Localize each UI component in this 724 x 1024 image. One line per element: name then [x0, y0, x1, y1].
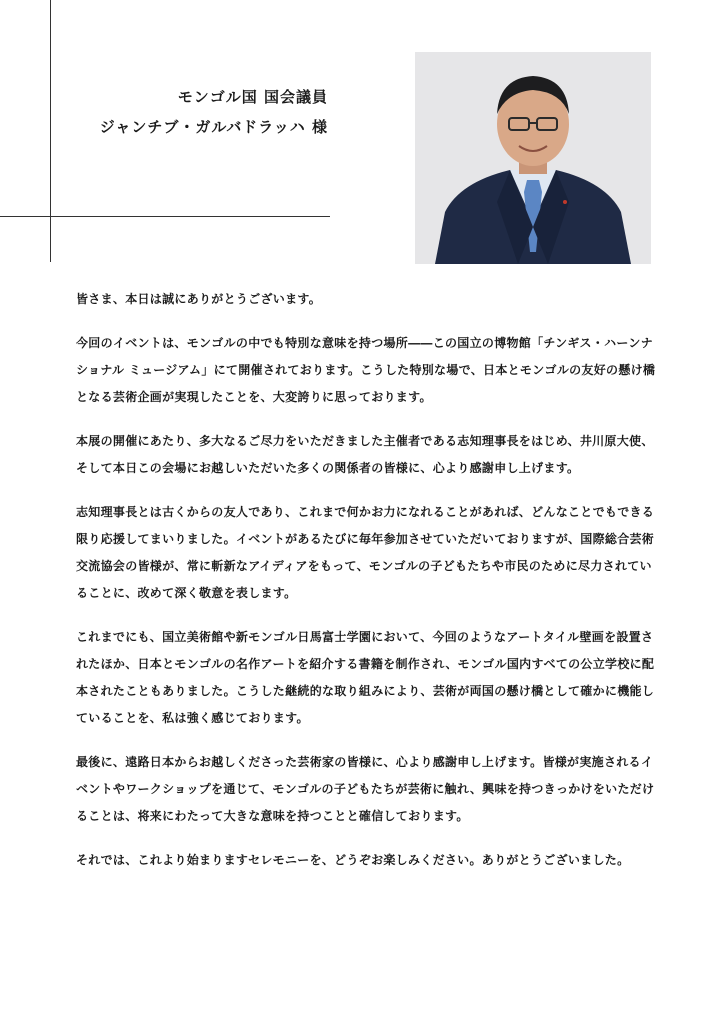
speech-paragraph: それでは、これより始まりますセレモニーを、どうぞお楽しみください。ありがとうございました。 — [76, 853, 630, 867]
speech-paragraph: 志知理事長とは古くからの友人であり、これまで何かお力になれることがあれば、どんなことでもできる限り応援してまいりました。イベントがあるたびに毎年参加させていただいておりますが、国際総合芸術交流協会の皆様が、常に斬新なアイディアをもって、モンゴルの子どもたちや市民のために尽力されていることに、改めて深く敬意を表します。 — [76, 505, 655, 600]
speaker-title-block — [100, 82, 328, 142]
speaker-name: ジャンチブ・ガルバドラッハ 様 — [99, 118, 328, 136]
speech-body — [76, 286, 656, 891]
speech-paragraph: 皆さま、本日は誠にありがとうございます。 — [76, 292, 322, 306]
portrait-illustration — [415, 52, 651, 264]
speech-paragraph: これまでにも、国立美術館や新モンゴル日馬富士学園において、今回のようなアートタイル壁画を設置されたほか、日本とモンゴルの名作アートを紹介する書籍を制作され、モンゴル国内すべての公立学校に配本されたこともありました。こうした継続的な取り組みにより、芸術が両国の懸け橋として確かに機能していることを、私は強く感じております。 — [76, 630, 655, 725]
decorative-horizontal-line — [0, 216, 330, 217]
speaker-position: モンゴル国 国会議員 — [177, 88, 328, 106]
speech-paragraph: 最後に、遠路日本からお越しくださった芸術家の皆様に、心より感謝申し上げます。皆様が実施されるイベントやワークショップを通じて、モンゴルの子どもたちが芸術に触れ、興味を持つきっかけをいただけることは、将来にわたって大きな意味を持つことと確信しております。 — [76, 755, 655, 823]
speech-paragraph: 本展の開催にあたり、多大なるご尽力をいただきました主催者である志知理事長をはじめ、井川原大使、そして本日この会場にお越しいただいた多くの関係者の皆様に、心より感謝申し上げます。 — [76, 434, 654, 475]
speech-paragraph: 今回のイベントは、モンゴルの中でも特別な意味を持つ場所――この国立の博物館「チンギス・ハーンナショナル ミュージアム」にて開催されております。こうした特別な場で、日本とモンゴルの友好の懸け橋となる芸術企画が実現したことを、大変誇りに思っております。 — [76, 336, 656, 404]
decorative-vertical-line — [50, 0, 51, 262]
speaker-portrait — [415, 52, 651, 264]
